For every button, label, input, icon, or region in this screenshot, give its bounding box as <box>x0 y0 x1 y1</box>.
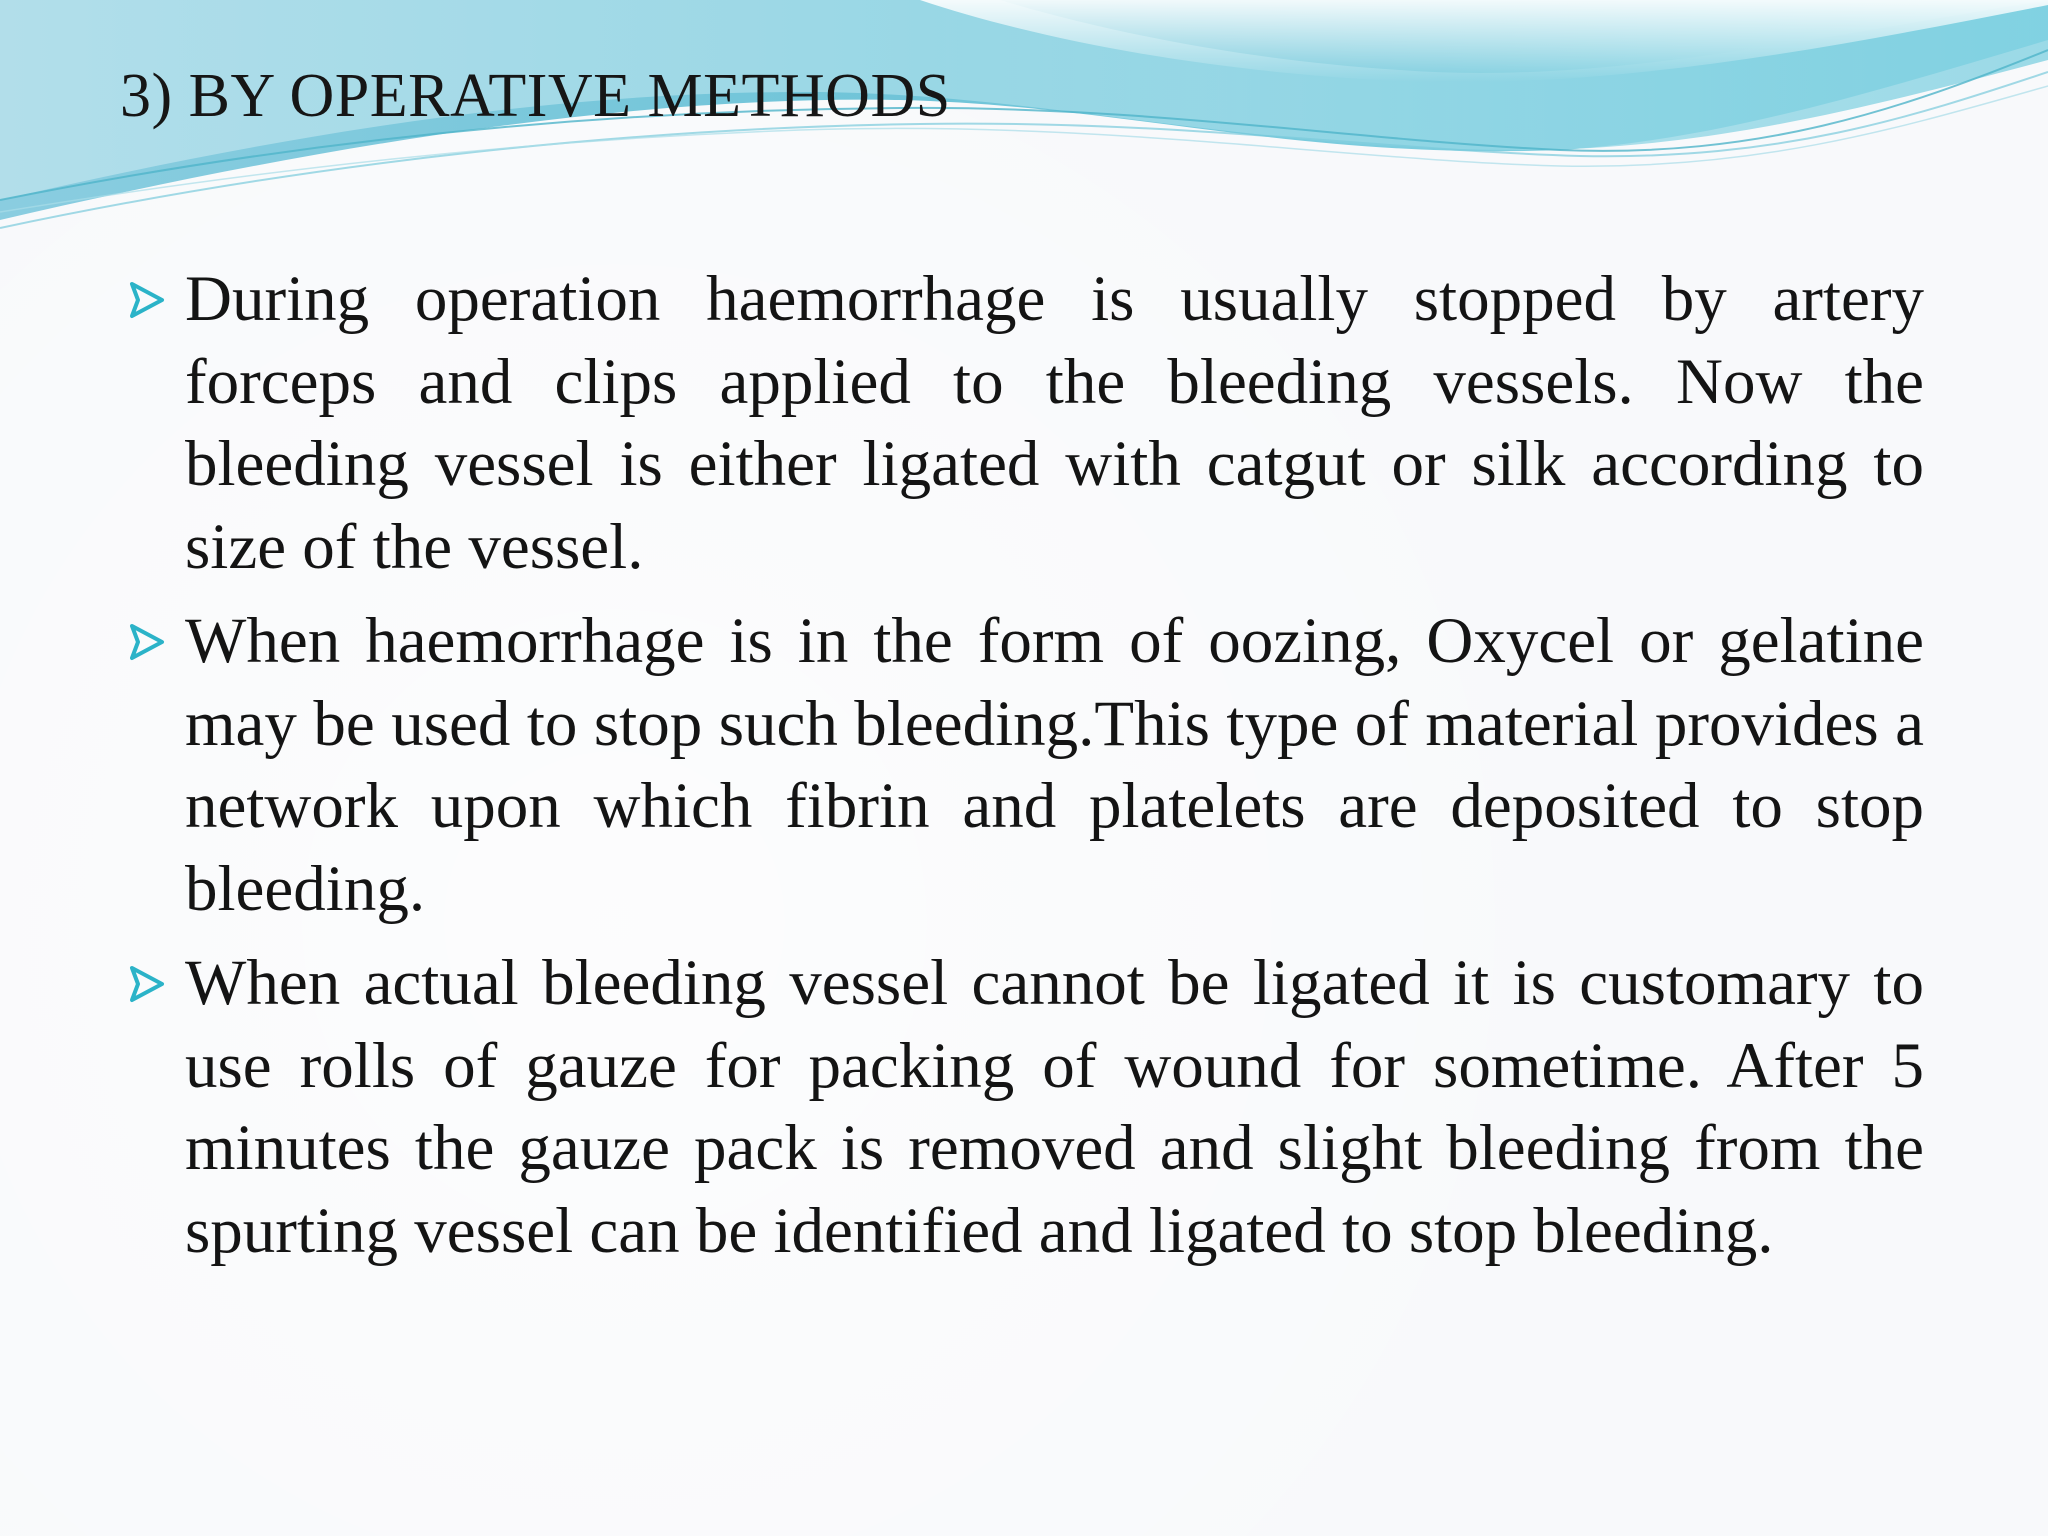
arrowhead-bullet-icon <box>128 964 166 1004</box>
bullet-item-2 <box>128 600 1924 930</box>
bullet-text: When haemorrhage is in the form of oozing, Oxycel or gelatine may be used to stop such bleeding.This type of material provides a network upon which fibrin and platelets are deposited to stop bleeding. <box>185 605 1924 925</box>
bullet-list <box>128 258 1924 1284</box>
slide-title: 3) BY OPERATIVE METHODS <box>120 62 951 130</box>
bullet-text: When actual bleeding vessel cannot be ligated it is customary to use rolls of gauze for packing of wound for sometime. After 5 minutes the gauze pack is removed and slight bleeding from the spurting vessel can be identified and ligated to stop bleeding. <box>185 947 1924 1267</box>
bullet-text: During operation haemorrhage is usually stopped by artery forceps and clips applied to the bleeding vessels. Now the bleeding vessel is either ligated with catgut or silk according to size of the vessel. <box>185 263 1924 583</box>
arrowhead-bullet-icon <box>128 622 166 662</box>
arrowhead-bullet-icon <box>128 280 166 320</box>
bullet-item-3 <box>128 942 1924 1272</box>
bullet-item-1 <box>128 258 1924 588</box>
